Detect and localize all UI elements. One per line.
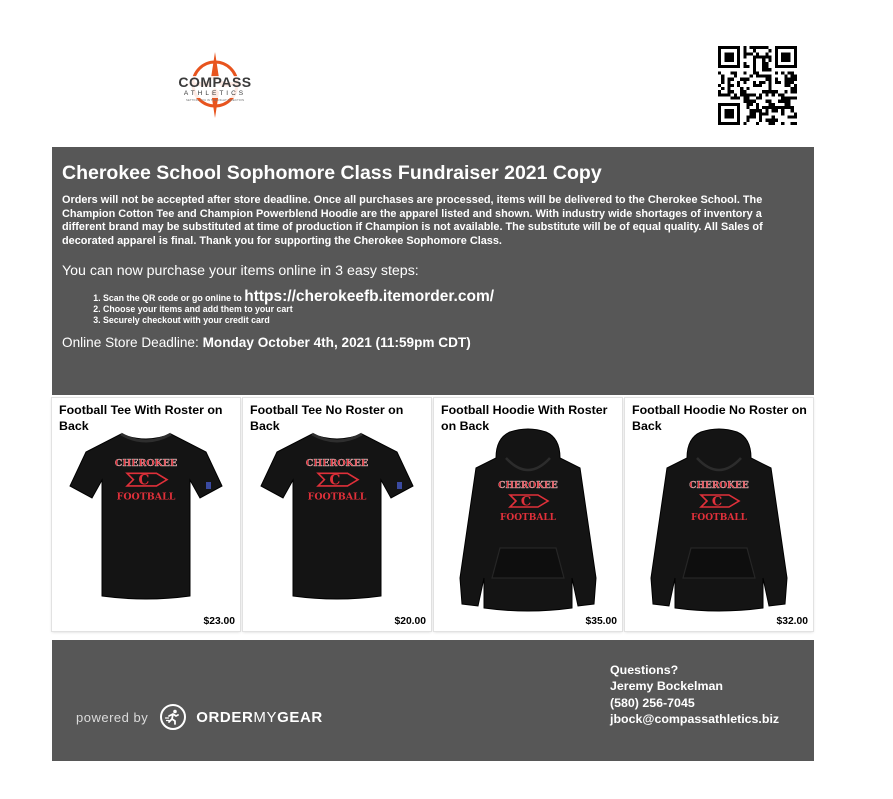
- design-line1-text: CHEROKEE: [498, 481, 558, 491]
- store-intro-text: Orders will not be accepted after store deadline. Once all purchases are processed, items will be delivered to the Cherokee School. The Champion Cotton Tee and Champion Powerblend Hoodie are the apparel listed and shown. With industry wide shortages of inventory a different brand may be substituted at time of production if Champion is not available. The substitute will be of equal quality. All Sales of decorated apparel is final. Thank you for supporting the Cherokee Sophomore Class.: [62, 194, 763, 247]
- design-line2-text: FOOTBALL: [690, 513, 748, 523]
- product-grid: [52, 398, 816, 632]
- step-1-text: Scan the QR code or go online to: [103, 293, 245, 304]
- store-url-link[interactable]: https://cherokeefb.itemorder.com/: [244, 288, 495, 306]
- product-title[interactable]: Football Hoodie No Roster on Back: [632, 403, 807, 433]
- contact-phone[interactable]: (580) 256-7045: [610, 695, 695, 710]
- design-line1-text: CHEROKEE: [114, 458, 178, 469]
- product-card[interactable]: [434, 398, 622, 631]
- product-card[interactable]: [625, 398, 813, 631]
- wordmark-my: MY: [253, 708, 278, 726]
- step-3: 3. Securely checkout with your credit card: [103, 315, 804, 326]
- contact-info: [610, 662, 779, 727]
- contact-email[interactable]: jbock@compassathletics.biz: [610, 711, 780, 726]
- store-deadline: [62, 334, 804, 352]
- wordmark-order: ORDER: [196, 708, 254, 726]
- product-image-hoodie[interactable]: [639, 428, 799, 614]
- product-price: $35.00: [585, 616, 617, 627]
- contact-name: Jeremy Bockelman: [610, 679, 723, 694]
- design-line1-text: CHEROKEE: [305, 458, 369, 469]
- compass-athletics-logo: [160, 52, 270, 120]
- compass-logo-graphic: [160, 52, 270, 120]
- powered-by-label: powered by: [76, 709, 149, 725]
- brand-sleeve-logo: [206, 482, 211, 489]
- questions-label: Questions?: [610, 663, 679, 677]
- footer: [52, 640, 814, 761]
- store-info-banner: [52, 147, 814, 395]
- logo-brand-text: COMPASS: [178, 74, 252, 90]
- deadline-label: Online Store Deadline:: [62, 335, 203, 351]
- product-title[interactable]: Football Hoodie With Roster on Back: [441, 403, 608, 433]
- product-image-tee[interactable]: [257, 426, 417, 604]
- hoodie-pocket: [492, 548, 564, 578]
- product-price: $32.00: [776, 616, 808, 627]
- design-letter-text: C: [711, 494, 723, 510]
- product-title[interactable]: Football Tee No Roster on Back: [250, 403, 404, 433]
- logo-tagline-text: SETTING YOU IN THE RIGHT DIRECTION: [185, 98, 245, 102]
- design-line1-text: CHEROKEE: [689, 481, 749, 491]
- step-2: 2. Choose your items and add them to your cart: [103, 304, 804, 315]
- ordermygear-wordmark: [196, 709, 323, 726]
- design-line2-text: FOOTBALL: [307, 491, 367, 503]
- logo-sub-text: ATHLETICS: [183, 90, 247, 97]
- ordermygear-runner-icon: [160, 704, 186, 730]
- design-letter-text: C: [329, 472, 341, 489]
- runner-icon-graphic: [164, 708, 182, 726]
- product-image-hoodie[interactable]: [448, 428, 608, 614]
- steps-list: [62, 288, 804, 326]
- product-card[interactable]: [52, 398, 240, 631]
- powered-by-ordermygear[interactable]: [76, 704, 323, 730]
- qr-code-graphic: [718, 46, 797, 125]
- store-title: Cherokee School Sophomore Class Fundraiser 2021 Copy: [62, 162, 602, 184]
- product-title[interactable]: Football Tee With Roster on Back: [59, 403, 223, 433]
- brand-sleeve-logo: [397, 482, 402, 489]
- design-line2-text: FOOTBALL: [116, 491, 176, 503]
- qr-code[interactable]: [718, 46, 797, 125]
- step-1: [103, 288, 804, 306]
- design-letter-text: C: [520, 494, 532, 510]
- design-line2-text: FOOTBALL: [499, 513, 557, 523]
- design-letter-text: C: [138, 472, 150, 489]
- wordmark-gear: GEAR: [277, 708, 323, 726]
- hoodie-pocket: [683, 548, 755, 578]
- product-image-tee[interactable]: [66, 426, 226, 604]
- deadline-value: Monday October 4th, 2021 (11:59pm CDT): [202, 335, 471, 351]
- product-price: $23.00: [203, 616, 235, 627]
- product-price: $20.00: [394, 616, 426, 627]
- steps-heading: You can now purchase your items online in 3 easy steps:: [62, 263, 419, 280]
- product-card[interactable]: [243, 398, 431, 631]
